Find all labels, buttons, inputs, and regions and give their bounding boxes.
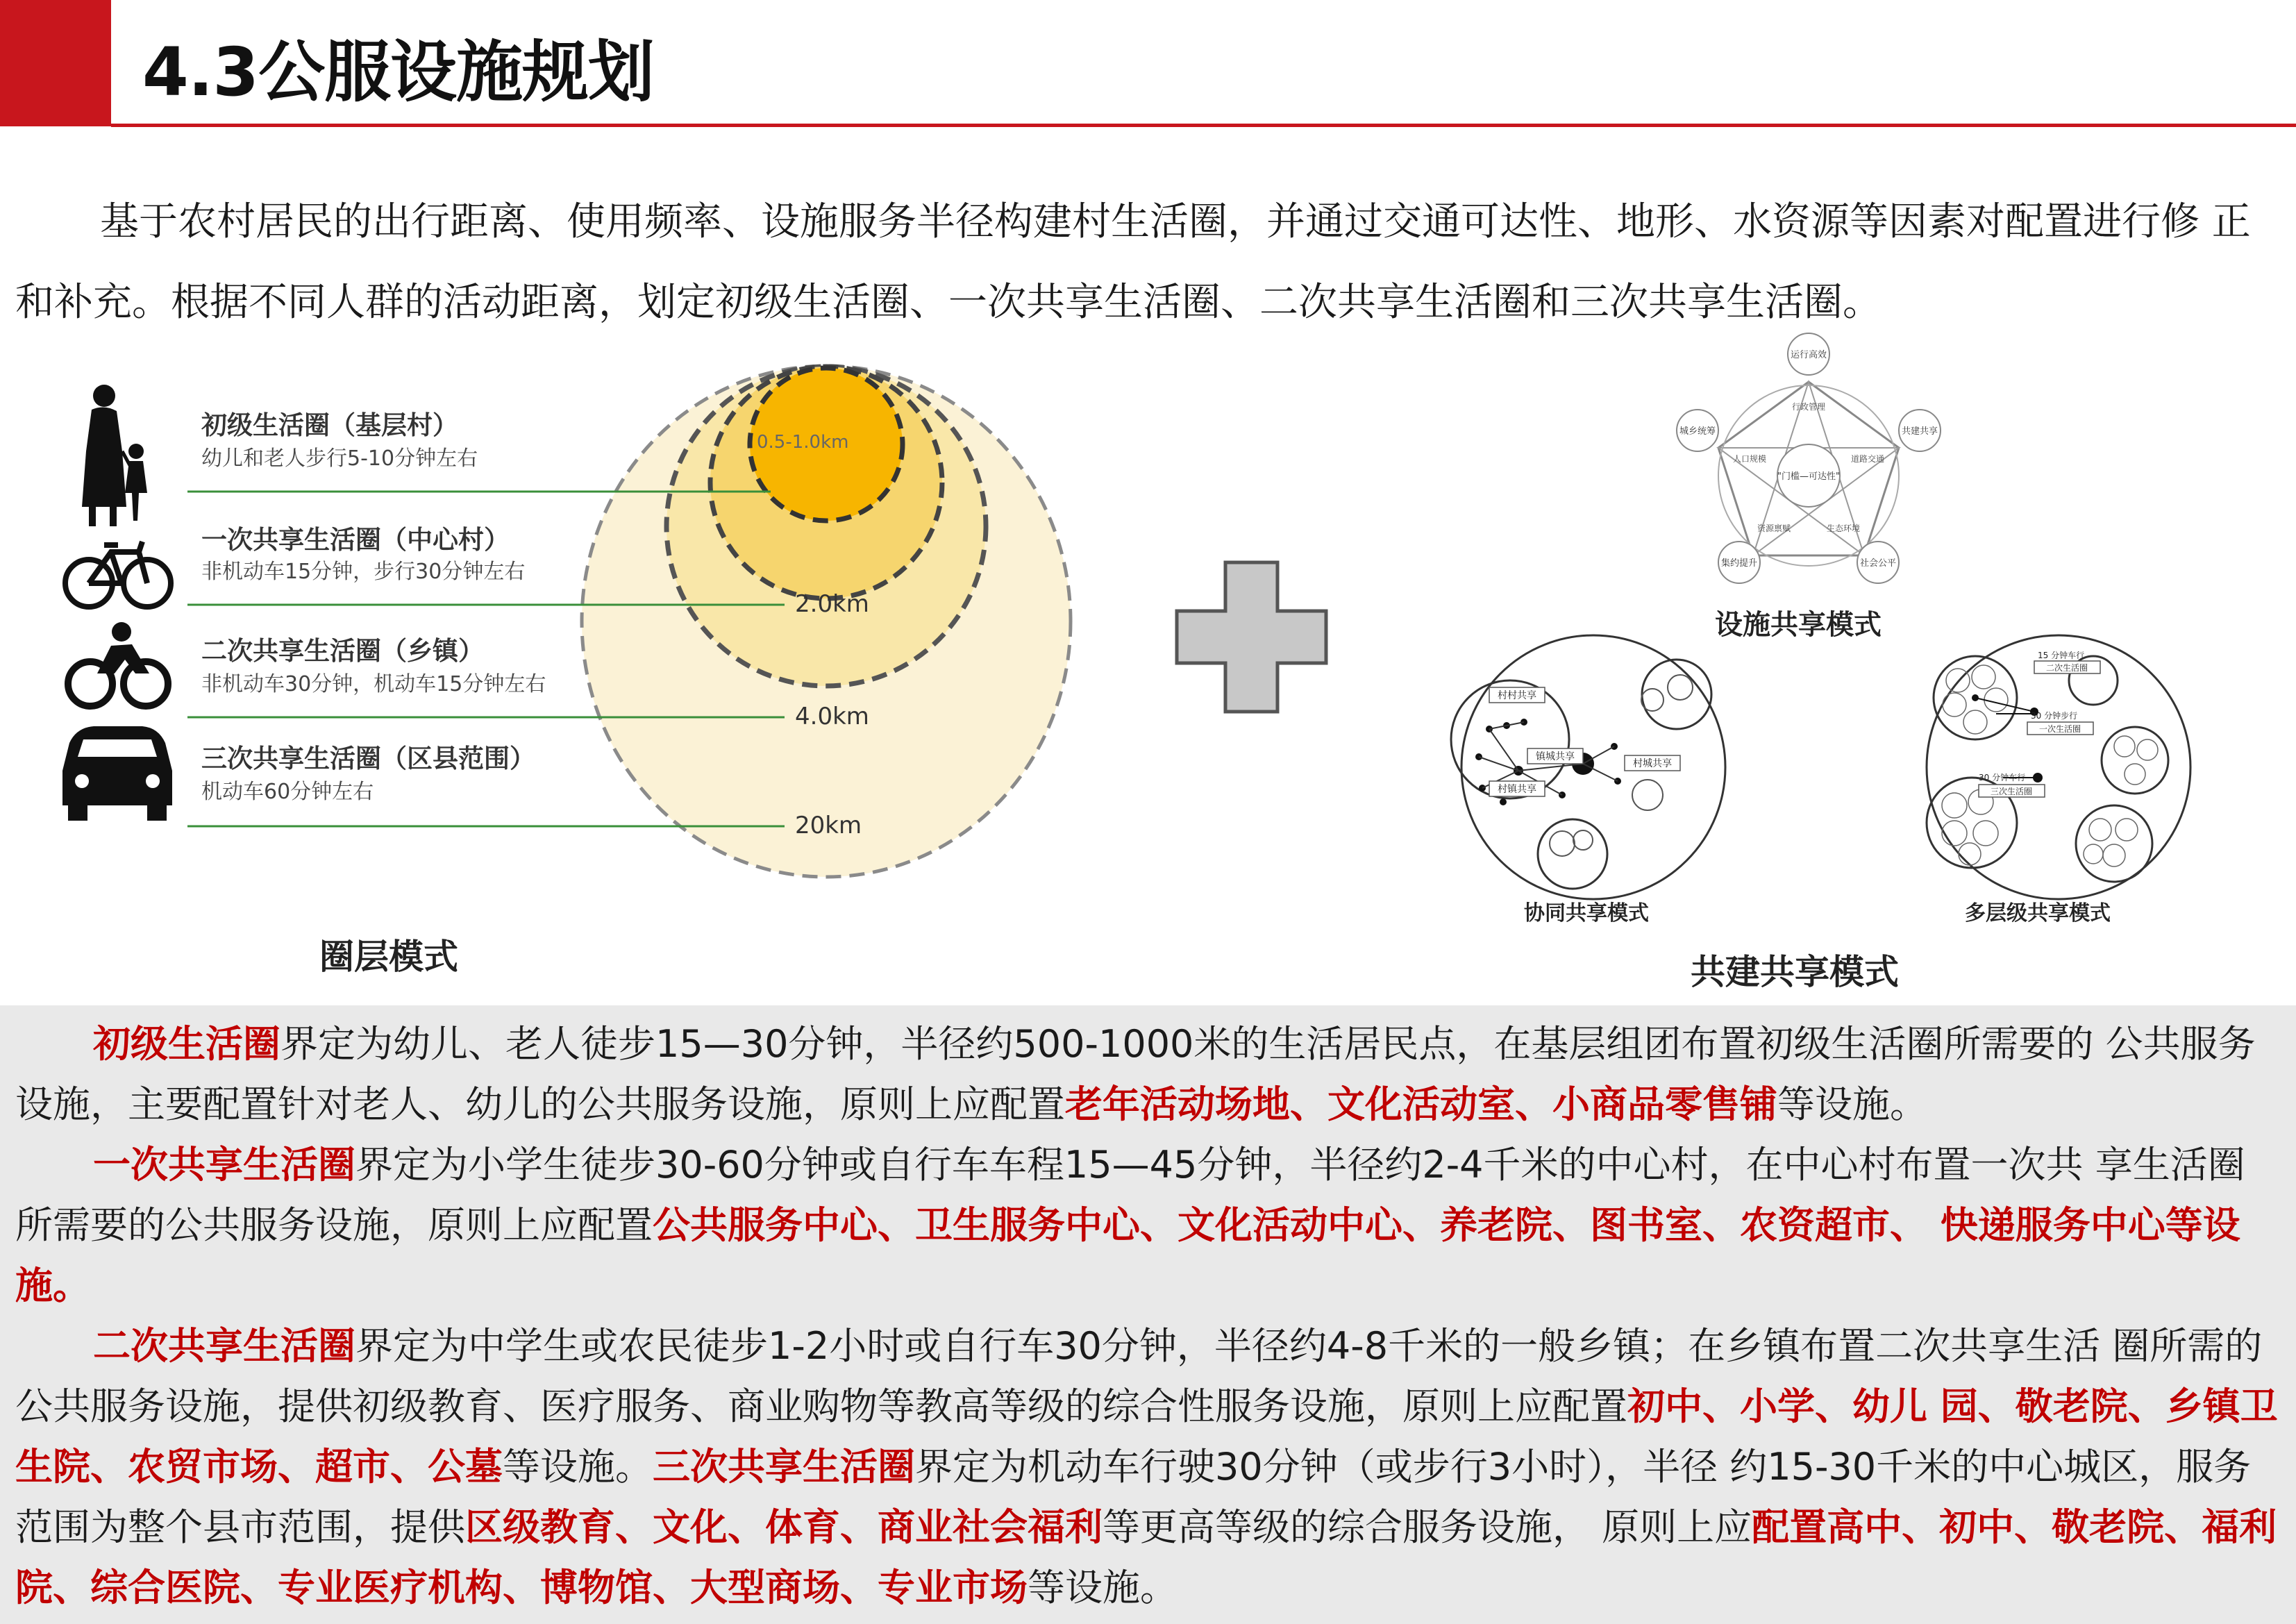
body-text: 等设施。 bbox=[1028, 1566, 1178, 1609]
level-desc-3: 非机动车30分钟，机动车15分钟左右 bbox=[201, 672, 546, 696]
pentagon-inner-1: 行政管理 bbox=[1791, 402, 1826, 412]
cooperative-diagram bbox=[1441, 632, 1746, 903]
car-icon bbox=[62, 726, 172, 821]
level-title-3: 二次共享生活圈（乡镇） bbox=[201, 636, 484, 666]
pentagon-caption: 设施共享模式 bbox=[1715, 609, 1882, 641]
bicycle-icon bbox=[65, 542, 171, 607]
highlight-text: 老年活动场地、文化活动室、小商品零售铺 bbox=[1065, 1082, 1777, 1126]
cooperative-label-2: 镇城共享 bbox=[1536, 751, 1575, 762]
distance-label-2: 2.0km bbox=[795, 590, 869, 618]
paragraph-first-circle bbox=[15, 1135, 2279, 1316]
pentagon-outer-4: 集约提升 bbox=[1720, 558, 1758, 569]
coshare-caption: 共建共享模式 bbox=[1691, 952, 1899, 992]
pentagon-center: "门槛—可达性" bbox=[1777, 471, 1840, 482]
highlight-text: 区级教育、文化、体育、商业社会福利 bbox=[465, 1505, 1103, 1549]
header-underline bbox=[111, 124, 2296, 127]
pentagon-inner-2: 道路交通 bbox=[1850, 454, 1885, 464]
description-text bbox=[15, 1014, 2279, 1618]
multilevel-label-5: 30 分钟车行 bbox=[1979, 773, 2026, 782]
level-desc-2: 非机动车15分钟，步行30分钟左右 bbox=[201, 560, 526, 584]
body-text: 界定为中学生或农民徒步1-2小时或自行车30分钟，半径约4-8千米的一般乡镇；在乡镇布置二次共享生活 圈所需的公共服务设施，提供初级教育、医疗服务、商业购物等教高等级的综合性服务设施，原则上应配置 bbox=[15, 1324, 2263, 1428]
highlight-text: 初级生活圈 bbox=[93, 1022, 280, 1066]
ring-model-caption: 圈层模式 bbox=[319, 937, 458, 977]
pentagon-inner-4: 资源禀赋 bbox=[1757, 524, 1791, 533]
highlight-text: 公共服务中心、卫生服务中心、文化活动中心、养老院、图书室、农资超市、 快递服务中心等设施。 bbox=[15, 1203, 2240, 1307]
multilevel-caption: 多层级共享模式 bbox=[1965, 901, 2111, 926]
pentagon-outer-5: 城乡统筹 bbox=[1679, 426, 1716, 437]
page-title: 4.3公服设施规划 bbox=[142, 33, 655, 111]
multilevel-label-6: 三次生活圈 bbox=[1990, 787, 2033, 796]
multilevel-label-3: 30 分钟步行 bbox=[2031, 711, 2078, 721]
body-text: 界定为小学生徒步30-60分钟或自行车车程15—45分钟，半径约2-4千米的中心村，在中心村布置一次共 享生活圈所需要的公共服务设施，原则上应配置 bbox=[15, 1143, 2245, 1247]
multilevel-label-1: 15 分钟车行 bbox=[2038, 651, 2085, 660]
body-text: 等设施。 bbox=[1777, 1082, 1927, 1126]
highlight-text: 二次共享生活圈 bbox=[93, 1324, 355, 1368]
body-text: 界定为幼儿、老人徒步15—30分钟，半径约500-1000米的生活居民点，在基层组团布置初级生活圈所需要的 公共服务设施，主要配置针对老人、幼儿的公共服务设施，原则上应配置 bbox=[15, 1022, 2256, 1126]
highlight-text: 配置高中、初中、敬老院、福利院、综合医院、专业医疗机构、博物馆、大型商场、专业市场 bbox=[15, 1505, 2277, 1609]
cooperative-label-1: 村村共享 bbox=[1498, 690, 1536, 701]
highlight-text: 初中、小学、幼儿 园、敬老院、乡镇卫生院、农贸市场、超市、公墓 bbox=[15, 1384, 2278, 1489]
plus-icon bbox=[1173, 559, 1330, 715]
body-text: 等设施。 bbox=[503, 1445, 653, 1489]
level-title-1: 初级生活圈（基层村） bbox=[201, 410, 458, 440]
pentagon-inner-3: 生态环境 bbox=[1826, 524, 1861, 533]
body-text: 界定为机动车行驶30分钟（或步行3小时），半径 约15-30千米的中心城区，服务范围为整个县市范围，提供 bbox=[15, 1445, 2252, 1549]
paragraph-primary-circle bbox=[15, 1014, 2279, 1135]
ring-model-diagram bbox=[0, 347, 1125, 986]
body-text: 等更高等级的综合服务设施， 原则上应 bbox=[1103, 1505, 1752, 1549]
pentagon-diagram bbox=[1659, 326, 1958, 604]
distance-label-1: 0.5-1.0km bbox=[757, 432, 849, 453]
distance-label-4: 20km bbox=[795, 812, 862, 839]
cooperative-label-4: 村城共享 bbox=[1633, 758, 1672, 769]
paragraph-second-third-circle bbox=[15, 1316, 2279, 1618]
level-title-2: 一次共享生活圈（中心村） bbox=[201, 525, 510, 555]
multilevel-label-4: 一次生活圈 bbox=[2038, 724, 2081, 734]
level-desc-4: 机动车60分钟左右 bbox=[201, 780, 374, 804]
pentagon-outer-2: 共建共享 bbox=[1901, 426, 1938, 437]
cooperative-caption: 协同共享模式 bbox=[1524, 901, 1649, 926]
distance-label-3: 4.0km bbox=[795, 703, 869, 730]
level-title-4: 三次共享生活圈（区县范围） bbox=[201, 744, 535, 773]
level-desc-1: 幼儿和老人步行5-10分钟左右 bbox=[201, 446, 478, 471]
pentagon-outer-1: 运行高效 bbox=[1790, 350, 1827, 360]
highlight-text: 一次共享生活圈 bbox=[93, 1143, 355, 1187]
pentagon-inner-5: 人口规模 bbox=[1732, 454, 1767, 464]
elder-child-icon bbox=[82, 385, 147, 526]
multilevel-diagram bbox=[1906, 632, 2211, 903]
highlight-text: 三次共享生活圈 bbox=[653, 1445, 915, 1489]
motorcycle-icon bbox=[68, 622, 168, 706]
pentagon-outer-3: 社会公平 bbox=[1859, 558, 1897, 569]
header-accent-block bbox=[0, 0, 111, 126]
cooperative-label-3: 村镇共享 bbox=[1498, 784, 1536, 795]
intro-paragraph: 基于农村居民的出行距离、使用频率、设施服务半径构建村生活圈，并通过交通可达性、地形、水资源等因素对配置进行修 正和补充。根据不同人群的活动距离，划定初级生活圈、一次共享生活圈、二次共享生活圈和三次共享生活圈。 bbox=[15, 199, 2251, 325]
multilevel-label-2: 二次生活圈 bbox=[2045, 663, 2088, 673]
